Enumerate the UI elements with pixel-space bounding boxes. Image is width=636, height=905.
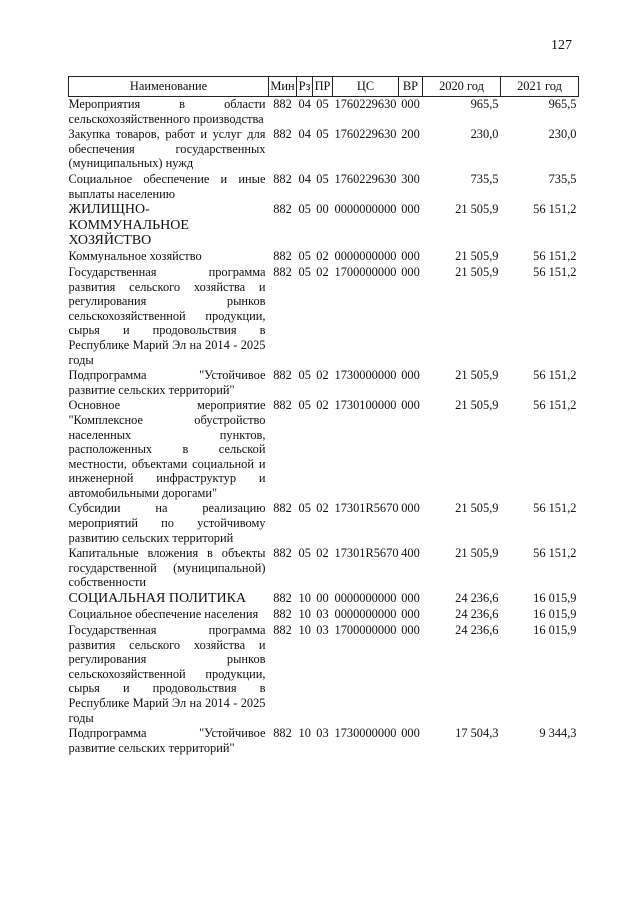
row-amount-2021: 56 151,2: [533, 546, 577, 561]
row-cs: 1700000000: [334, 623, 397, 638]
row-rz: 05: [298, 368, 311, 383]
row-amount-2021: 16 015,9: [533, 623, 577, 638]
row-min: 882: [273, 249, 292, 264]
row-cs: 0000000000: [334, 249, 397, 264]
table-row: [69, 249, 579, 265]
row-pr: 00: [316, 591, 329, 606]
row-amount-2021: 56 151,2: [533, 249, 577, 264]
row-pr: 05: [316, 97, 329, 111]
row-amount-2021: 56 151,2: [533, 398, 577, 413]
row-amount-2020: 965,5: [470, 97, 499, 111]
row-name: СОЦИАЛЬНАЯ ПОЛИТИКА: [68, 591, 247, 607]
row-vr: 300: [401, 171, 420, 186]
row-min: 882: [273, 368, 292, 383]
header-rz: Рз: [297, 77, 313, 97]
row-rz: 04: [298, 171, 311, 186]
row-vr: 000: [401, 591, 420, 606]
row-pr: 02: [316, 368, 329, 383]
row-cs: 17301R5670: [334, 501, 399, 516]
row-min: 882: [273, 127, 292, 142]
row-name: ЖИЛИЩНО-КОММУНАЛЬНОЕ ХОЗЯЙСТВО: [68, 202, 189, 248]
table-row: [69, 591, 579, 607]
header-name: Наименование: [69, 77, 269, 97]
row-amount-2020: 21 505,9: [455, 368, 499, 383]
row-cs: 0000000000: [334, 591, 397, 606]
header-pr: ПР: [313, 77, 333, 97]
row-min: 882: [273, 591, 292, 606]
row-pr: 02: [316, 501, 329, 516]
table-row: [69, 726, 579, 756]
row-cs: 1760229630: [334, 171, 397, 186]
row-pr: 02: [316, 249, 329, 264]
row-min: 882: [273, 202, 292, 217]
row-rz: 05: [298, 546, 311, 561]
row-amount-2020: 21 505,9: [455, 546, 499, 561]
row-vr: 000: [401, 368, 420, 383]
row-pr: 02: [316, 546, 329, 561]
row-rz: 04: [298, 97, 311, 111]
row-vr: 200: [401, 127, 420, 142]
row-min: 882: [273, 546, 292, 561]
row-cs: 1730000000: [334, 368, 397, 383]
row-amount-2020: 21 505,9: [455, 202, 499, 217]
row-pr: 03: [316, 726, 329, 741]
table-row: [69, 127, 579, 172]
row-cs: 1760229630: [334, 97, 397, 111]
table-row: [69, 398, 579, 501]
row-name: Коммунальное хозяйство: [68, 249, 202, 264]
row-name: Капитальные вложения в объекты государственной (муниципальной) собственности: [68, 546, 266, 590]
row-amount-2020: 230,0: [470, 127, 499, 142]
row-amount-2021: 56 151,2: [533, 264, 577, 279]
header-year-2021: 2021 год: [501, 77, 579, 97]
table-row: [69, 97, 579, 128]
row-rz: 05: [298, 501, 311, 516]
row-amount-2020: 24 236,6: [455, 591, 499, 606]
row-amount-2020: 21 505,9: [455, 398, 499, 413]
row-rz: 10: [298, 607, 311, 622]
row-pr: 02: [316, 398, 329, 413]
row-name: Основное мероприятие "Комплексное обустройство населенных пунктов, расположенных в сельской местности, объектами социальной и инженерной инфраструктур и автомобильными дорогами": [68, 398, 266, 500]
row-rz: 10: [298, 591, 311, 606]
row-amount-2021: 16 015,9: [533, 607, 577, 622]
row-vr: 000: [401, 97, 420, 111]
row-name: Социальное обеспечение населения: [68, 607, 259, 622]
row-pr: 05: [316, 127, 329, 142]
row-name: Закупка товаров, работ и услуг для обеспечения государственных (муниципальных) нужд: [68, 127, 266, 171]
row-vr: 000: [401, 607, 420, 622]
row-name: Социальное обеспечение и иные выплаты населению: [68, 171, 266, 201]
row-name: Государственная программа развития сельского хозяйства и регулирования рынков сельскохозяйственной продукции, сырья и продовольствия в Республике Марий Эл на 2014 - 2025 годы: [68, 264, 266, 367]
row-min: 882: [273, 97, 292, 111]
row-cs: 1730000000: [334, 726, 397, 741]
row-rz: 10: [298, 726, 311, 741]
row-amount-2021: 56 151,2: [533, 368, 577, 383]
row-rz: 05: [298, 249, 311, 264]
header-year-2020: 2020 год: [423, 77, 501, 97]
row-min: 882: [273, 171, 292, 186]
row-pr: 03: [316, 623, 329, 638]
page-number: 127: [551, 38, 572, 53]
row-pr: 02: [316, 264, 329, 279]
row-name: Государственная программа развития сельского хозяйства и регулирования рынков сельскохозяйственной продукции, сырья и продовольствия в Республике Марий Эл на 2014 - 2025 годы: [68, 623, 266, 725]
table-header-row: [69, 77, 579, 97]
row-pr: 03: [316, 607, 329, 622]
header-min: Мин: [269, 77, 297, 97]
row-pr: 00: [316, 202, 329, 217]
row-rz: 10: [298, 623, 311, 638]
table-body: [69, 97, 579, 757]
row-min: 882: [273, 398, 292, 413]
table-row: [69, 607, 579, 623]
row-rz: 05: [298, 202, 311, 217]
row-amount-2020: 21 505,9: [455, 249, 499, 264]
row-name: Мероприятия в области сельскохозяйственного производства: [68, 97, 266, 126]
row-vr: 000: [401, 264, 420, 279]
row-amount-2021: 735,5: [548, 171, 577, 186]
table-row: [69, 172, 579, 202]
row-amount-2020: 21 505,9: [455, 264, 499, 279]
row-amount-2021: 230,0: [548, 127, 577, 142]
row-cs: 1730100000: [334, 398, 397, 413]
row-rz: 05: [298, 398, 311, 413]
table-row: [69, 546, 579, 591]
row-cs: 17301R5670: [334, 546, 399, 561]
row-min: 882: [273, 264, 292, 279]
row-amount-2021: 56 151,2: [533, 501, 577, 516]
row-name: Подпрограмма "Устойчивое развитие сельских территорий": [68, 726, 266, 755]
row-cs: 1760229630: [334, 127, 397, 142]
table-row: [69, 265, 579, 368]
row-name: Субсидии на реализацию мероприятий по устойчивому развитию сельских территорий: [68, 501, 266, 545]
row-vr: 000: [401, 398, 420, 413]
row-name: Подпрограмма "Устойчивое развитие сельских территорий": [68, 368, 266, 397]
row-vr: 000: [401, 249, 420, 264]
row-cs: 1700000000: [334, 264, 397, 279]
table-row: [69, 368, 579, 398]
row-amount-2020: 21 505,9: [455, 501, 499, 516]
row-amount-2020: 24 236,6: [455, 607, 499, 622]
row-amount-2021: 965,5: [548, 97, 577, 111]
row-vr: 000: [401, 501, 420, 516]
row-pr: 05: [316, 171, 329, 186]
table-row: [69, 501, 579, 546]
row-rz: 04: [298, 127, 311, 142]
row-amount-2020: 24 236,6: [455, 623, 499, 638]
header-cs: ЦС: [333, 77, 399, 97]
row-amount-2021: 16 015,9: [533, 591, 577, 606]
table-row: [69, 202, 579, 249]
row-amount-2020: 735,5: [470, 171, 499, 186]
row-vr: 000: [401, 726, 420, 741]
header-vr: ВР: [399, 77, 423, 97]
row-min: 882: [273, 607, 292, 622]
row-amount-2021: 9 344,3: [539, 726, 577, 741]
row-min: 882: [273, 726, 292, 741]
row-rz: 05: [298, 264, 311, 279]
row-vr: 000: [401, 202, 420, 217]
row-cs: 0000000000: [334, 202, 397, 217]
row-min: 882: [273, 501, 292, 516]
row-vr: 400: [401, 546, 420, 561]
row-vr: 000: [401, 623, 420, 638]
row-amount-2020: 17 504,3: [455, 726, 499, 741]
row-amount-2021: 56 151,2: [533, 202, 577, 217]
row-min: 882: [273, 623, 292, 638]
budget-table: [68, 76, 579, 756]
table-row: [69, 623, 579, 726]
row-cs: 0000000000: [334, 607, 397, 622]
